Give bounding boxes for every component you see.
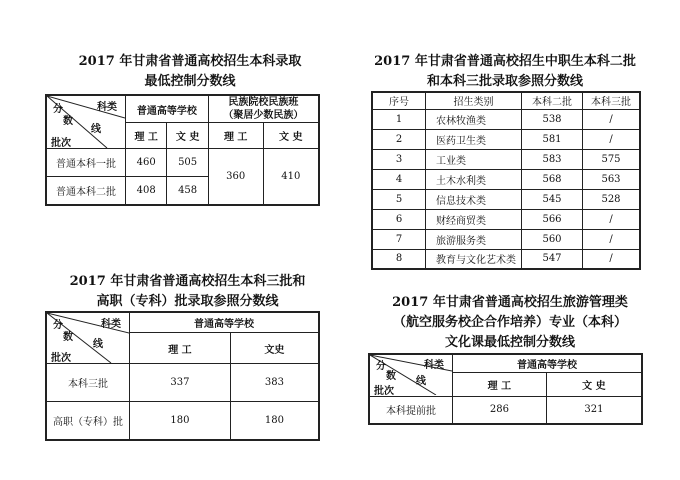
table4-title-line2: （航空服务校企合作培养）专业（本科） [392, 315, 627, 330]
table4-corner-mid3: 线 [416, 376, 426, 387]
table1-group2-header [208, 95, 319, 123]
table-row [46, 402, 319, 440]
table1-sub-header: 文 史 [167, 123, 208, 149]
category-cell: 旅游服务类 [426, 229, 522, 249]
index-cell: 7 [372, 229, 426, 249]
score-cell: / [583, 249, 641, 269]
table4-corner-mid1: 分 [376, 361, 386, 372]
table-row [46, 364, 319, 402]
table-row [372, 229, 640, 249]
table4-corner-top: 科类 [424, 360, 444, 371]
table3-sub-header: 文史 [230, 333, 319, 364]
score-cell: / [583, 109, 641, 129]
score-cell: 568 [522, 169, 583, 189]
score-cell: 408 [126, 177, 167, 205]
table1-corner-top: 科类 [97, 102, 117, 113]
table3-group-header: 普通高等学校 [130, 312, 320, 333]
category-cell: 医药卫生类 [426, 129, 522, 149]
table1-corner-bottom: 批次 [51, 138, 71, 149]
score-cell: 528 [583, 189, 641, 209]
score-cell: / [583, 229, 641, 249]
table4-group-header: 普通高等学校 [453, 354, 643, 372]
table2-title [365, 52, 645, 92]
table1-sub-header: 文 史 [263, 123, 319, 149]
score-cell: 538 [522, 109, 583, 129]
score-cell: 321 [546, 396, 642, 424]
score-cell: 505 [167, 149, 208, 177]
score-cell: 460 [126, 149, 167, 177]
table-row [372, 189, 640, 209]
table4-title-line3: 文化课最低控制分数线 [444, 335, 575, 350]
table3-corner-top: 科类 [101, 319, 121, 330]
row-label: 本科提前批 [369, 396, 453, 424]
table3 [45, 311, 320, 441]
category-cell: 农林牧渔类 [426, 109, 522, 129]
table4-title-line1: 2017 年甘肃省普通高校招生旅游管理类 [392, 295, 628, 310]
table4 [368, 353, 643, 425]
score-cell: 286 [453, 396, 547, 424]
category-cell: 教育与文化艺术类 [426, 249, 522, 269]
table-row [372, 209, 640, 229]
table3-corner-mid2: 数 [63, 332, 73, 343]
category-cell: 土木水利类 [426, 169, 522, 189]
score-cell: 547 [522, 249, 583, 269]
score-cell: 383 [230, 364, 319, 402]
table4-sub-header: 文 史 [546, 372, 642, 396]
table2-header-batch2: 本科二批 [522, 92, 583, 109]
table2 [371, 91, 641, 270]
table1-corner-cell [46, 95, 126, 149]
score-cell: 545 [522, 189, 583, 209]
index-cell: 5 [372, 189, 426, 209]
table-row [372, 129, 640, 149]
table1-corner-mid3: 线 [91, 124, 101, 135]
table3-corner-cell [46, 312, 130, 364]
table1-title-line2: 最低控制分数线 [144, 74, 236, 89]
category-cell: 财经商贸类 [426, 209, 522, 229]
table4-title [365, 293, 655, 353]
score-cell: 180 [230, 402, 319, 440]
table-row [372, 249, 640, 269]
table4-corner-cell [369, 354, 453, 396]
table1-sub-header: 理 工 [208, 123, 263, 149]
table2-header-batch3: 本科三批 [583, 92, 641, 109]
index-cell: 3 [372, 149, 426, 169]
table2-header-index: 序号 [372, 92, 426, 109]
table3-corner-bottom: 批次 [51, 353, 71, 364]
index-cell: 8 [372, 249, 426, 269]
score-cell: 581 [522, 129, 583, 149]
table1-group2-line1: 民族院校民族班 [228, 97, 299, 108]
table3-corner-mid1: 分 [53, 320, 63, 331]
table1-corner-mid1: 分 [53, 104, 63, 115]
merged-score-cell: 410 [263, 149, 319, 205]
row-label: 普通本科二批 [46, 177, 126, 205]
table-row [372, 149, 640, 169]
table4-corner-mid2: 数 [386, 371, 396, 382]
table4-corner-bottom: 批次 [374, 386, 394, 397]
score-cell: 458 [167, 177, 208, 205]
index-cell: 4 [372, 169, 426, 189]
score-cell: 566 [522, 209, 583, 229]
score-cell: 583 [522, 149, 583, 169]
table3-corner-mid3: 线 [93, 339, 103, 350]
table3-title-line2: 高职（专科）批录取参照分数线 [96, 294, 279, 309]
score-cell: / [583, 129, 641, 149]
score-cell: 337 [130, 364, 231, 402]
table1 [45, 94, 320, 206]
table2-header-category: 招生类别 [426, 92, 522, 109]
table1-corner-mid2: 数 [63, 116, 73, 127]
score-cell: / [583, 209, 641, 229]
table2-title-line2: 和本科三批录取参照分数线 [426, 74, 583, 89]
table-row [372, 169, 640, 189]
table2-title-line1: 2017 年甘肃省普通高校招生中职生本科二批 [374, 54, 636, 69]
row-label: 普通本科一批 [46, 149, 126, 177]
merged-score-cell: 360 [208, 149, 263, 205]
index-cell: 6 [372, 209, 426, 229]
score-cell: 575 [583, 149, 641, 169]
table1-group1-header: 普通高等学校 [126, 95, 209, 123]
score-cell: 563 [583, 169, 641, 189]
table1-group2-line2: （聚居少数民族） [223, 110, 304, 121]
table4-sub-header: 理 工 [453, 372, 547, 396]
table3-sub-header: 理 工 [130, 333, 231, 364]
score-cell: 560 [522, 229, 583, 249]
category-cell: 信息技术类 [426, 189, 522, 209]
row-label: 高职（专科）批 [46, 402, 130, 440]
table-row [46, 149, 319, 177]
table-row [372, 109, 640, 129]
index-cell: 1 [372, 109, 426, 129]
index-cell: 2 [372, 129, 426, 149]
table1-sub-header: 理 工 [126, 123, 167, 149]
table-row [369, 396, 642, 424]
table3-title [50, 272, 325, 312]
category-cell: 工业类 [426, 149, 522, 169]
table1-title-line1: 2017 年甘肃省普通高校招生本科录取 [78, 54, 302, 69]
row-label: 本科三批 [46, 364, 130, 402]
table3-title-line1: 2017 年甘肃省普通高校招生本科三批和 [69, 274, 306, 289]
table1-title [60, 52, 320, 92]
score-cell: 180 [130, 402, 231, 440]
